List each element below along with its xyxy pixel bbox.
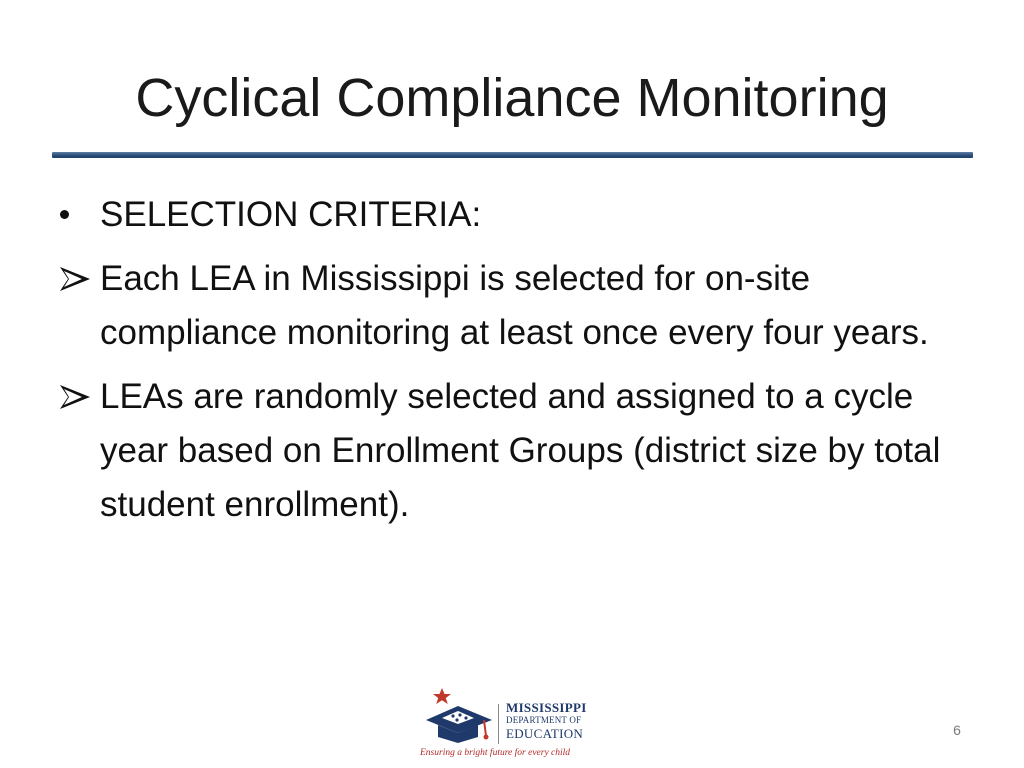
graduation-cap-icon — [422, 686, 498, 746]
bullet-item-each-lea — [56, 252, 956, 360]
logo-tagline: Ensuring a bright future for every child — [420, 748, 571, 758]
bullet-item-selection-criteria — [56, 188, 956, 242]
arrow-bullet-icon — [56, 252, 100, 306]
slide-title: Cyclical Compliance Monitoring — [135, 68, 889, 128]
bullet-dot-icon — [56, 188, 100, 242]
page-number: 6 — [953, 722, 961, 738]
logo-line-1: MISSISSIPPI — [506, 700, 587, 715]
logo-divider — [498, 704, 499, 744]
logo-line-2: DEPARTMENT OF — [506, 715, 582, 725]
bullet-text: Each LEA in Mississippi is selected for on-site compliance monitoring at least once every four years. — [100, 259, 929, 352]
bullet-text: SELECTION CRITERIA: — [100, 195, 482, 234]
arrow-bullet-icon — [56, 370, 100, 424]
logo-wordmark — [506, 701, 587, 740]
logo-line-3: EDUCATION — [506, 726, 584, 741]
bullet-text: LEAs are randomly selected and assigned to a cycle year based on Enrollment Groups (district size by total student enrollment). — [100, 377, 941, 524]
title-underline — [52, 152, 973, 158]
slide-content — [56, 188, 956, 532]
mde-logo — [420, 686, 610, 766]
bullet-item-random-selection — [56, 370, 956, 532]
